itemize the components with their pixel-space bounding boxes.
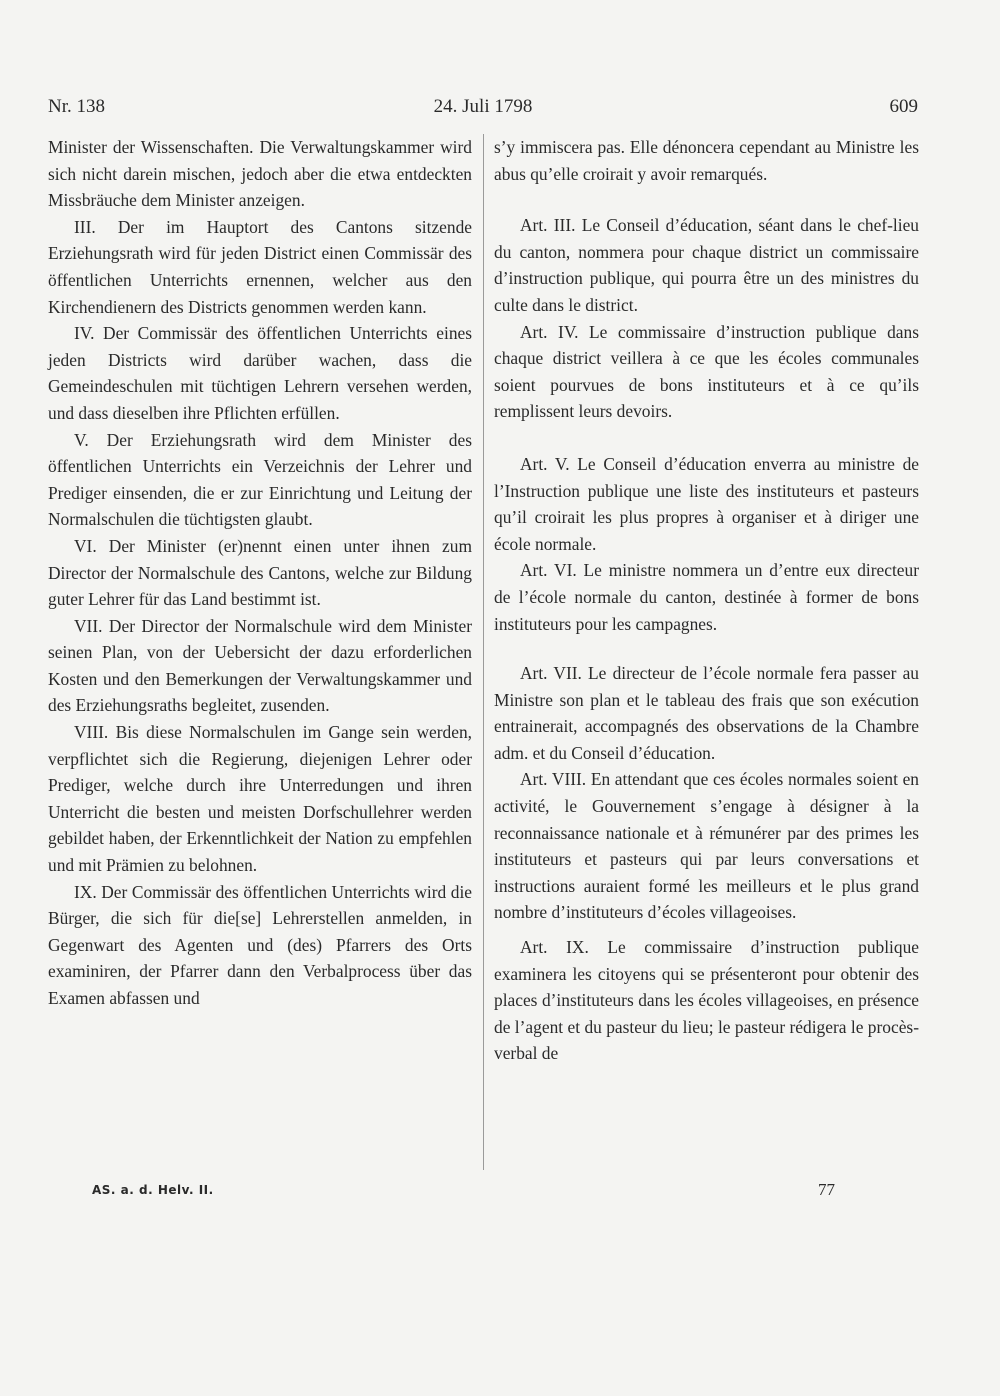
german-article-8: VIII. Bis diese Normalschulen im Gange sein werden, verpflichtet sich die Regierung, diejenigen Lehrer oder Prediger, welche durch ihre Unterredungen und ihren Unterricht die besten und meisten Dorfschullehrer werden gebildet haben, der Erkenntlichkeit der Nation zu empfehlen und mit Prämien zu belohnen. bbox=[48, 722, 472, 876]
german-article-3: III. Der im Hauptort des Cantons sitzende Erziehungsrath wird für jeden District einen Commissär des öffentlichen Unterrichts ernennen, welcher aus den Kirchendienern des Districts genommen werden kann. bbox=[48, 216, 472, 317]
french-article-9: Art. IX. Le commissaire d’instruction publique examinera les citoyens qui se présenteront pour obtenir des places d’instituteurs dans les écoles villageoises, en présence de l’agent et du pasteur du lieu; le pasteur rédigera le procès-verbal de bbox=[494, 937, 919, 1064]
german-article-5: V. Der Erziehungsrath wird dem Minister des öffentlichen Unterrichts ein Verzeichnis der Lehrer und Prediger einsenden, die er zur Einrichtung und Leitung der Normalschulen die tüchtigsten glaubt. bbox=[48, 429, 472, 530]
french-paragraph-continued: s’y immiscera pas. Elle dénoncera cependant au Ministre les abus qu’elle croirait y avoir remarqués. bbox=[494, 137, 919, 184]
sheet-signature: 77 bbox=[818, 1180, 835, 1199]
french-article-4: Art. IV. Le commissaire d’instruction publique dans chaque district veillera à ce que les écoles communales soient pourvues de bons instituteurs et à ce qu’ils remplissent leurs devoirs. bbox=[494, 321, 919, 422]
french-article-6: Art. VI. Le ministre nommera un d’entre eux directeur de l’école normale du canton, destinée à former de bons instituteurs pour les campagnes. bbox=[494, 560, 919, 634]
page-number: 609 bbox=[889, 96, 918, 117]
french-article-5: Art. V. Le Conseil d’éducation enverra au ministre de l’Instruction publique une liste des instituteurs et pasteurs qu’il croirait les plus propres à organiser et à diriger une école normale. bbox=[494, 453, 919, 554]
source-reference: AS. a. d. Helv. II. bbox=[92, 1183, 214, 1197]
page-header bbox=[48, 96, 918, 122]
french-article-3: Art. III. Le Conseil d’éducation, séant dans le chef-lieu du canton, nommera pour chaque district un commissaire d’instruction publique, qui pourra être un des ministres du culte dans le district. bbox=[494, 215, 919, 315]
german-article-4: IV. Der Commissär des öffentlichen Unterrichts eines jeden Districts wird darüber wachen, dass die Gemeindeschulen mit tüchtigen Lehrern versehen werden, und dass dieselben ihre Pflichten erfüllen. bbox=[48, 323, 472, 423]
german-article-6: VI. Der Minister (er)nennt einen unter ihnen zum Director der Normalschule des Cantons, welche zur Bildung guter Lehrer für das Land bestimmt ist. bbox=[48, 535, 472, 610]
page-date: 24. Juli 1798 bbox=[433, 96, 533, 117]
german-article-9: IX. Der Commissär des öffentlichen Unterrichts wird die Bürger, die sich für die[se] Lehrerstellen anmelden, in Gegenwart des Agenten und (des) Pfarrers des Orts examiniren, der Pfarrer dann den Verbalprocess über das Examen abfassen und bbox=[48, 881, 472, 1008]
german-paragraph-continued: Minister der Wissenschaften. Die Verwaltungskammer wird sich nicht darein mischen, jedoch aber die etwa entdeckten Missbräuche dem Minister anzeigen. bbox=[48, 137, 472, 211]
french-column bbox=[494, 134, 919, 1067]
german-article-7: VII. Der Director der Normalschule wird dem Minister seinen Plan, von der Uebersicht der dazu erforderlichen Kosten und den Bemerkungen der Verwaltungskammer und des Erziehungsraths begleitet, zusenden. bbox=[48, 615, 472, 716]
german-column bbox=[48, 134, 472, 1012]
column-divider bbox=[483, 134, 484, 1170]
french-article-7: Art. VII. Le directeur de l’école normale fera passer au Ministre son plan et le tableau des frais que son exécution entrainerait, accompagnés des observations de la Chambre adm. et du Conseil d’éducation. bbox=[494, 663, 919, 763]
document-number: Nr. 138 bbox=[48, 96, 105, 117]
french-article-8: Art. VIII. En attendant que ces écoles normales soient en activité, le Gouvernement s’engage à désigner à la reconnaissance nationale et à rémunérer par des primes les instituteurs et pasteurs qui par leurs conversations et instructions auraient formé les meilleurs et le plus grand nombre d’instituteurs d’écoles villageoises. bbox=[494, 769, 919, 923]
